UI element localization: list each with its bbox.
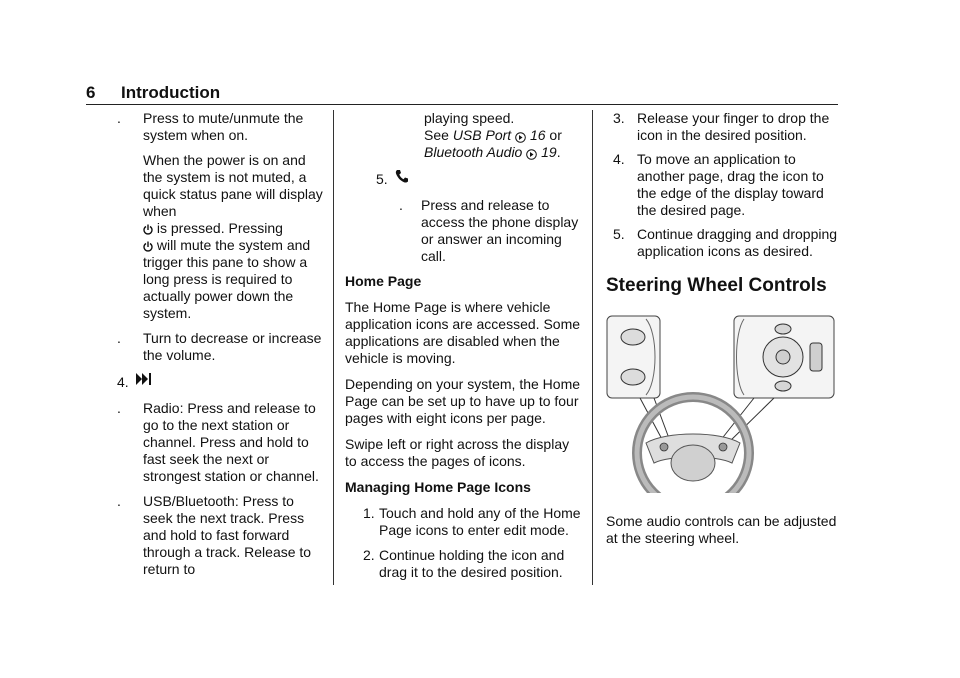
seek-forward-icon — [136, 372, 152, 386]
column-2 — [345, 110, 581, 589]
column-3 — [606, 110, 846, 556]
reference-arrow-icon — [515, 132, 526, 143]
column-divider — [333, 110, 334, 585]
bullet-phone-text: Press and release to access the phone display or answer an incoming call. — [421, 197, 579, 264]
phone-icon — [395, 169, 408, 183]
list-item: . USB/Bluetooth: Press to seek the next track. Press and hold to fast forward through a track. Release to return to — [117, 493, 312, 577]
usb-port-link[interactable]: USB Port — [452, 127, 512, 143]
list-item: 1. Touch and hold any of the Home Page icons to enter edit mode. — [363, 505, 581, 538]
step-4: 4. — [86, 372, 326, 396]
bullet-power-text: Press to mute/unmute the system when on. — [143, 110, 304, 143]
list-item: . Radio: Press and release to go to the next station or channel. Press and hold to fast seek the next or strongest station or channel. — [117, 400, 319, 484]
list-item: 2. Continue holding the icon and drag it to the desired position. — [363, 547, 565, 580]
list-item: . Turn to decrease or increase the volume. — [117, 330, 322, 363]
bluetooth-audio-page: 19 — [541, 144, 557, 160]
step-5: 5. — [345, 169, 581, 193]
home-page-heading: Home Page — [345, 273, 422, 289]
page-number: 6 — [86, 83, 96, 102]
usb-continuation: playing speed. See USB Port 16 or Bluetooth Audio 19. — [424, 110, 562, 160]
managing-icons-heading: Managing Home Page Icons — [345, 479, 531, 495]
list-item: 5. Continue dragging and dropping application icons as desired. — [613, 226, 838, 259]
column-divider — [592, 110, 593, 585]
bullet-radio-text: Radio: Press and release to go to the next station or channel. Press and hold to fast seek the next or strongest station or channel. — [143, 400, 319, 484]
reference-arrow-icon — [526, 149, 537, 160]
list-item: 4. To move an application to another page, drag the icon to the edge of the display toward the desired page. — [613, 151, 824, 218]
bullet-turn-text: Turn to decrease or increase the volume. — [143, 330, 322, 363]
column-1 — [86, 110, 326, 586]
list-item: . Press to mute/unmute the system when on. — [117, 110, 304, 143]
power-icon — [143, 241, 153, 253]
usb-port-page: 16 — [529, 127, 546, 143]
figure-caption: Some audio controls can be adjusted at the steering wheel. — [606, 513, 837, 546]
bluetooth-audio-link[interactable]: Bluetooth Audio — [424, 144, 523, 160]
list-item: 3. Release your finger to drop the icon in the desired position. — [613, 110, 830, 143]
header-rule — [86, 104, 838, 105]
list-item: . Press and release to access the phone display or answer an incoming call. — [399, 197, 579, 264]
bullet-usb-text: USB/Bluetooth: Press to seek the next track. Press and hold to fast forward through a track. Release to return to — [143, 493, 312, 577]
section-title: Steering Wheel Controls — [606, 275, 827, 296]
paragraph: The Home Page is where vehicle application icons are accessed. Some applications are disabled when the vehicle is moving. — [345, 299, 581, 366]
paragraph: Swipe left or right across the display to access the pages of icons. — [345, 436, 570, 469]
power-icon — [143, 224, 153, 236]
power-detail: When the power is on and the system is not muted, a quick status pane will display when is pressed. Pressing will mute the system and trigger this pane to show a long press is required to actually power down the system. — [143, 152, 323, 321]
paragraph: Depending on your system, the Home Page can be set up to have up to four pages with eight icons per page. — [345, 376, 581, 426]
page-header — [86, 83, 838, 105]
steering-wheel-illustration — [606, 313, 838, 493]
page-title: Introduction — [121, 83, 221, 102]
